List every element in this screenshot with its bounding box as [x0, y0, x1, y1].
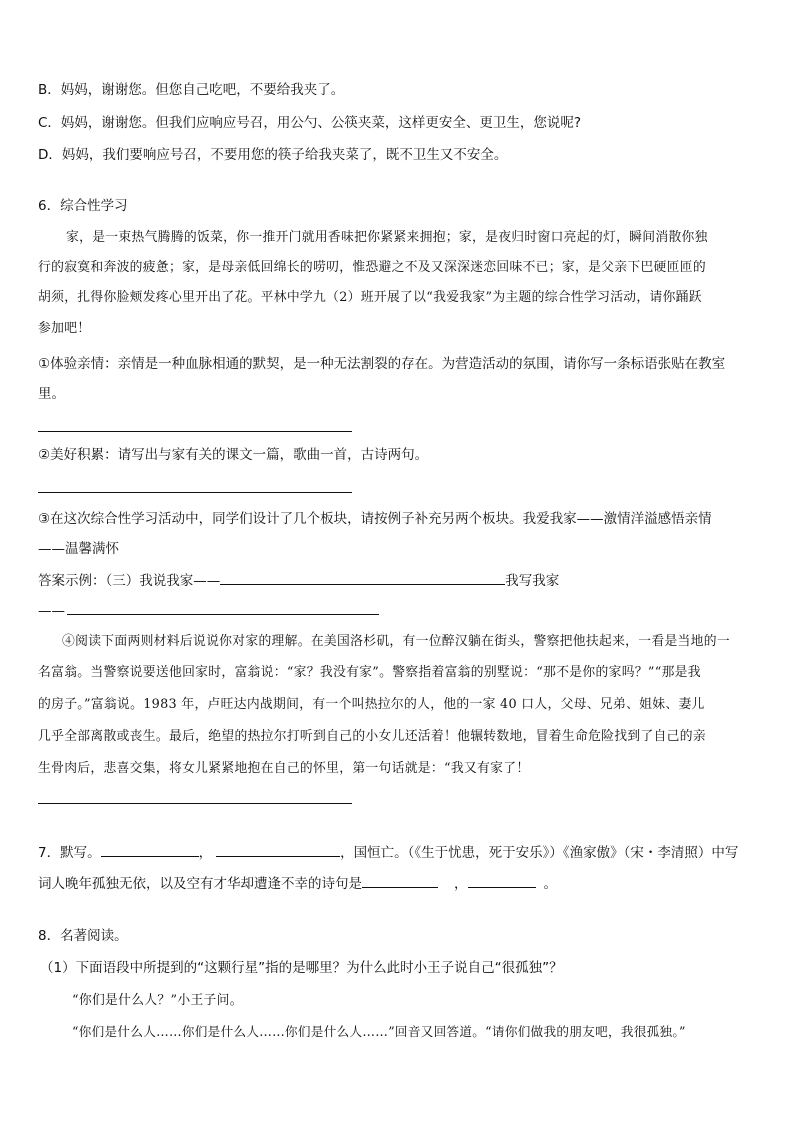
q6-item4-line-4: 几乎全部离散或丧生。最后，绝望的热拉尔打听到自己的小女儿还活着！他辗转数地，冒着生命危险找到了自己的亲	[38, 729, 706, 744]
answer-line-3[interactable]	[38, 803, 352, 804]
q5-option-d: D．妈妈，我们要响应号召，不要用您的筷子给我夹菜了，既不卫生又不安全。	[38, 147, 508, 163]
q7-sep-1: ，	[198, 845, 213, 861]
q7-blank-1[interactable]	[101, 843, 199, 857]
q5-option-b: B．妈妈，谢谢您。但您自己吃吧，不要给我夹了。	[38, 82, 345, 98]
q6-item1-line-2: 里。	[38, 386, 65, 402]
q6-item3-line-2: ——温馨满怀	[38, 541, 119, 557]
q7-line-2-text: 词人晚年孤独无依，以及空有才华却遭逢不幸的诗句是	[38, 876, 362, 892]
q6-item4-line-3: 的房子。”富翁说。1983 年，卢旺达内战期间，有一个叫热拉尔的人，他的一家 40 口人，父母、兄弟、姐妹、妻儿	[38, 697, 705, 712]
answer-example-mid: 我写我家	[505, 573, 560, 589]
q6-heading: 6．综合性学习	[38, 198, 128, 214]
q7-blank-2[interactable]	[216, 843, 340, 857]
q6-passage-line-1: 家，是一束热气腾腾的饭菜，你一推开门就用香味把你紧紧来拥抱；家，是夜归时窗口亮起的灯，瞬间消散你独	[66, 230, 708, 245]
answer-example-dash: ——	[38, 603, 65, 619]
q7-blank-4[interactable]	[468, 874, 536, 888]
q7-line-2	[38, 874, 557, 893]
q8-quote-1: “你们是什么人？”小王子问。	[72, 993, 243, 1008]
q7-line-1	[38, 843, 738, 862]
q8-heading: 8．名著阅读。	[38, 928, 128, 944]
q8-quote-2: “你们是什么人……你们是什么人……你们是什么人……”回音又回答道。“请你们做我的朋友吧，我很孤独。”	[72, 1024, 686, 1039]
q6-item3-line-1: ③在这次综合性学习活动中，同学们设计了几个板块，请按例子补充另两个板块。我爱我家——激情洋溢感悟亲情	[38, 511, 712, 527]
answer-example-prefix: 答案示例：（三）我说我家——	[38, 573, 221, 589]
q5-option-c: C．妈妈，谢谢您。但我们应响应号召，用公勺、公筷夹菜，这样更安全、更卫生，您说呢?	[38, 115, 582, 131]
q7-line-1-text: ，国恒亡。（《生于忧患，死于安乐》）《渔家傲》（宋・李清照）中写	[340, 845, 739, 861]
q7-sep-2: ，	[454, 876, 468, 892]
q8-question: （1）下面语段中所提到的“这颗行星”指的是哪里？为什么此时小王子说自己“很孤独”？	[40, 960, 563, 976]
answer-line-2[interactable]	[38, 492, 352, 493]
q6-item4-line-5: 生骨肉后，悲喜交集，将女儿紧紧地抱在自己的怀里，第一句话就是：“我又有家了！	[38, 761, 530, 776]
answer-example-line	[38, 571, 559, 590]
answer-blank-2[interactable]	[67, 601, 379, 615]
q6-item1-line-1: ①体验亲情：亲情是一种血脉相通的默契，是一种无法割裂的存在。为营造活动的氛围，请你写一条标语张贴在教室	[38, 356, 726, 372]
q6-passage-line-4: 参加吧！	[38, 321, 91, 336]
q6-passage-line-2: 行的寂寞和奔波的疲惫；家，是母亲低回绵长的唠叨，惟恐避之不及又深深迷恋回味不已；家，是父亲下巴硬匝匝的	[38, 260, 706, 275]
q7-prefix: 7．默写。	[38, 845, 101, 861]
answer-line-1[interactable]	[38, 431, 352, 432]
q6-item4-line-2: 名富翁。当警察说要送他回家时，富翁说：“家？我没有家”。警察指着富翁的别墅说：“那不是你的家吗？”“那是我	[38, 665, 701, 680]
q7-end: 。	[543, 876, 557, 892]
q6-item4-line-1: ④阅读下面两则材料后说说你对家的理解。在美国洛杉矶，有一位醉汉躺在街头，警察把他扶起来，一看是当地的一	[62, 634, 730, 649]
answer-blank-1[interactable]	[220, 571, 505, 585]
answer-example-line-2	[38, 601, 379, 620]
q7-blank-3[interactable]	[362, 874, 438, 888]
q6-passage-line-3: 胡须，扎得你脸颊发疼心里开出了花。平林中学九（2）班开展了以“我爱我家”为主题的综合性学习活动，请你踊跃	[38, 290, 702, 305]
q6-item2: ②美好积累：请写出与家有关的课文一篇，歌曲一首，古诗两句。	[38, 447, 429, 463]
